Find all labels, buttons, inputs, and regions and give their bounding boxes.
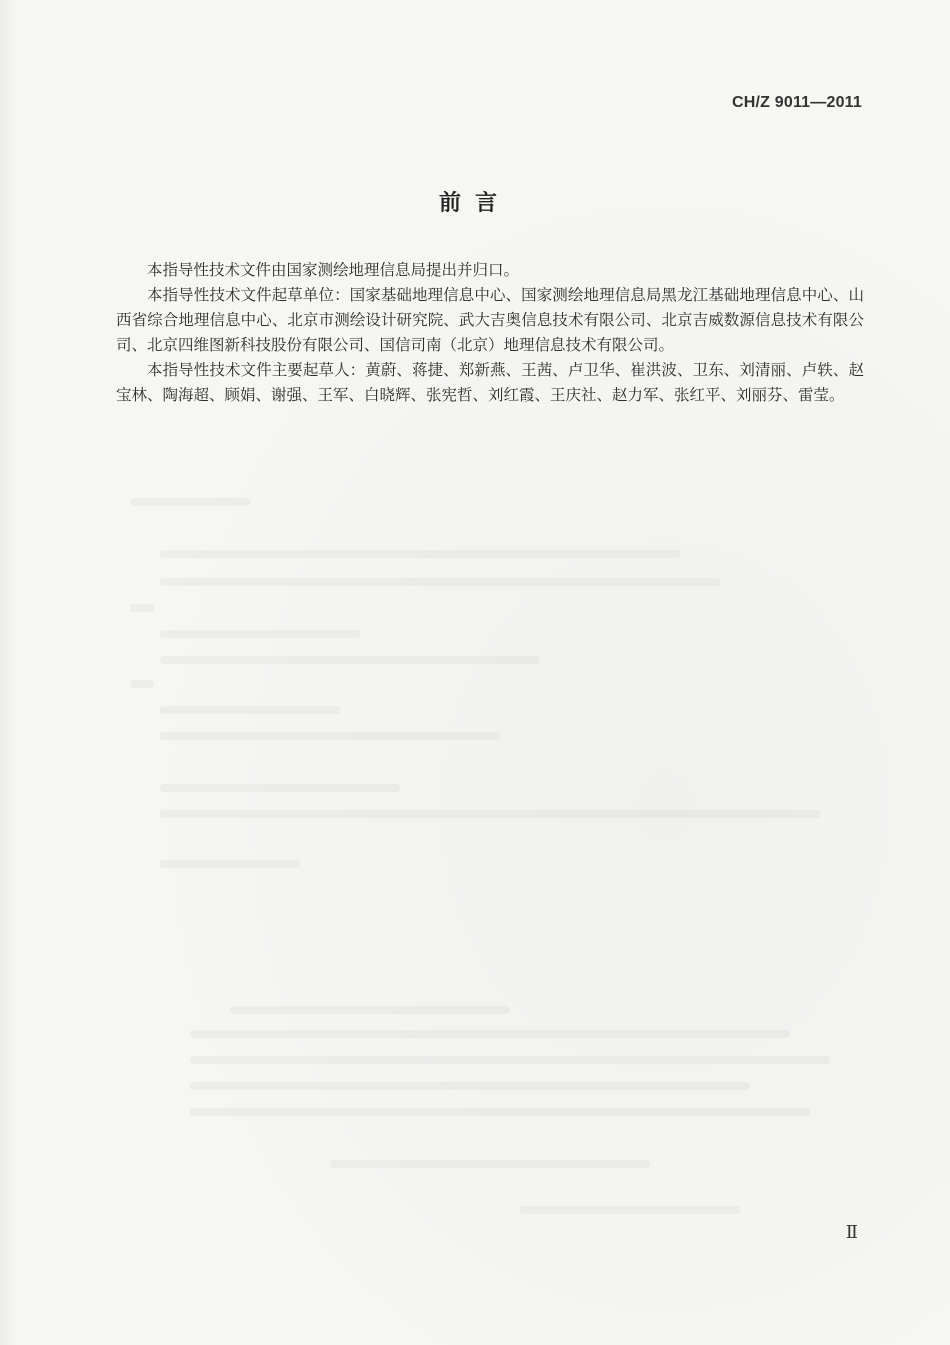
- page-number: Ⅱ: [845, 1222, 858, 1243]
- paragraph-proposer: 本指导性技术文件由国家测绘地理信息局提出并归口。: [147, 261, 520, 279]
- foreword-body: [116, 258, 864, 408]
- page-title: 前言: [438, 191, 511, 216]
- standard-code: CH/Z 9011—2011: [732, 94, 862, 111]
- paragraph-drafters: 本指导性技术文件主要起草人：黄蔚、蒋捷、郑新燕、王茜、卢卫华、崔洪波、卫东、刘清丽、卢轶、赵宝林、陶海超、顾娟、谢强、王军、白晓辉、张宪哲、刘红霞、王庆社、赵力军、张红平、刘丽芬、雷莹。: [116, 361, 864, 404]
- paragraph-drafting-units: 本指导性技术文件起草单位：国家基础地理信息中心、国家测绘地理信息局黑龙江基础地理信息中心、山西省综合地理信息中心、北京市测绘设计研究院、武大吉奥信息技术有限公司、北京吉威数源信息技术有限公司、北京四维图新科技股份有限公司、国信司南（北京）地理信息技术有限公司。: [116, 286, 864, 354]
